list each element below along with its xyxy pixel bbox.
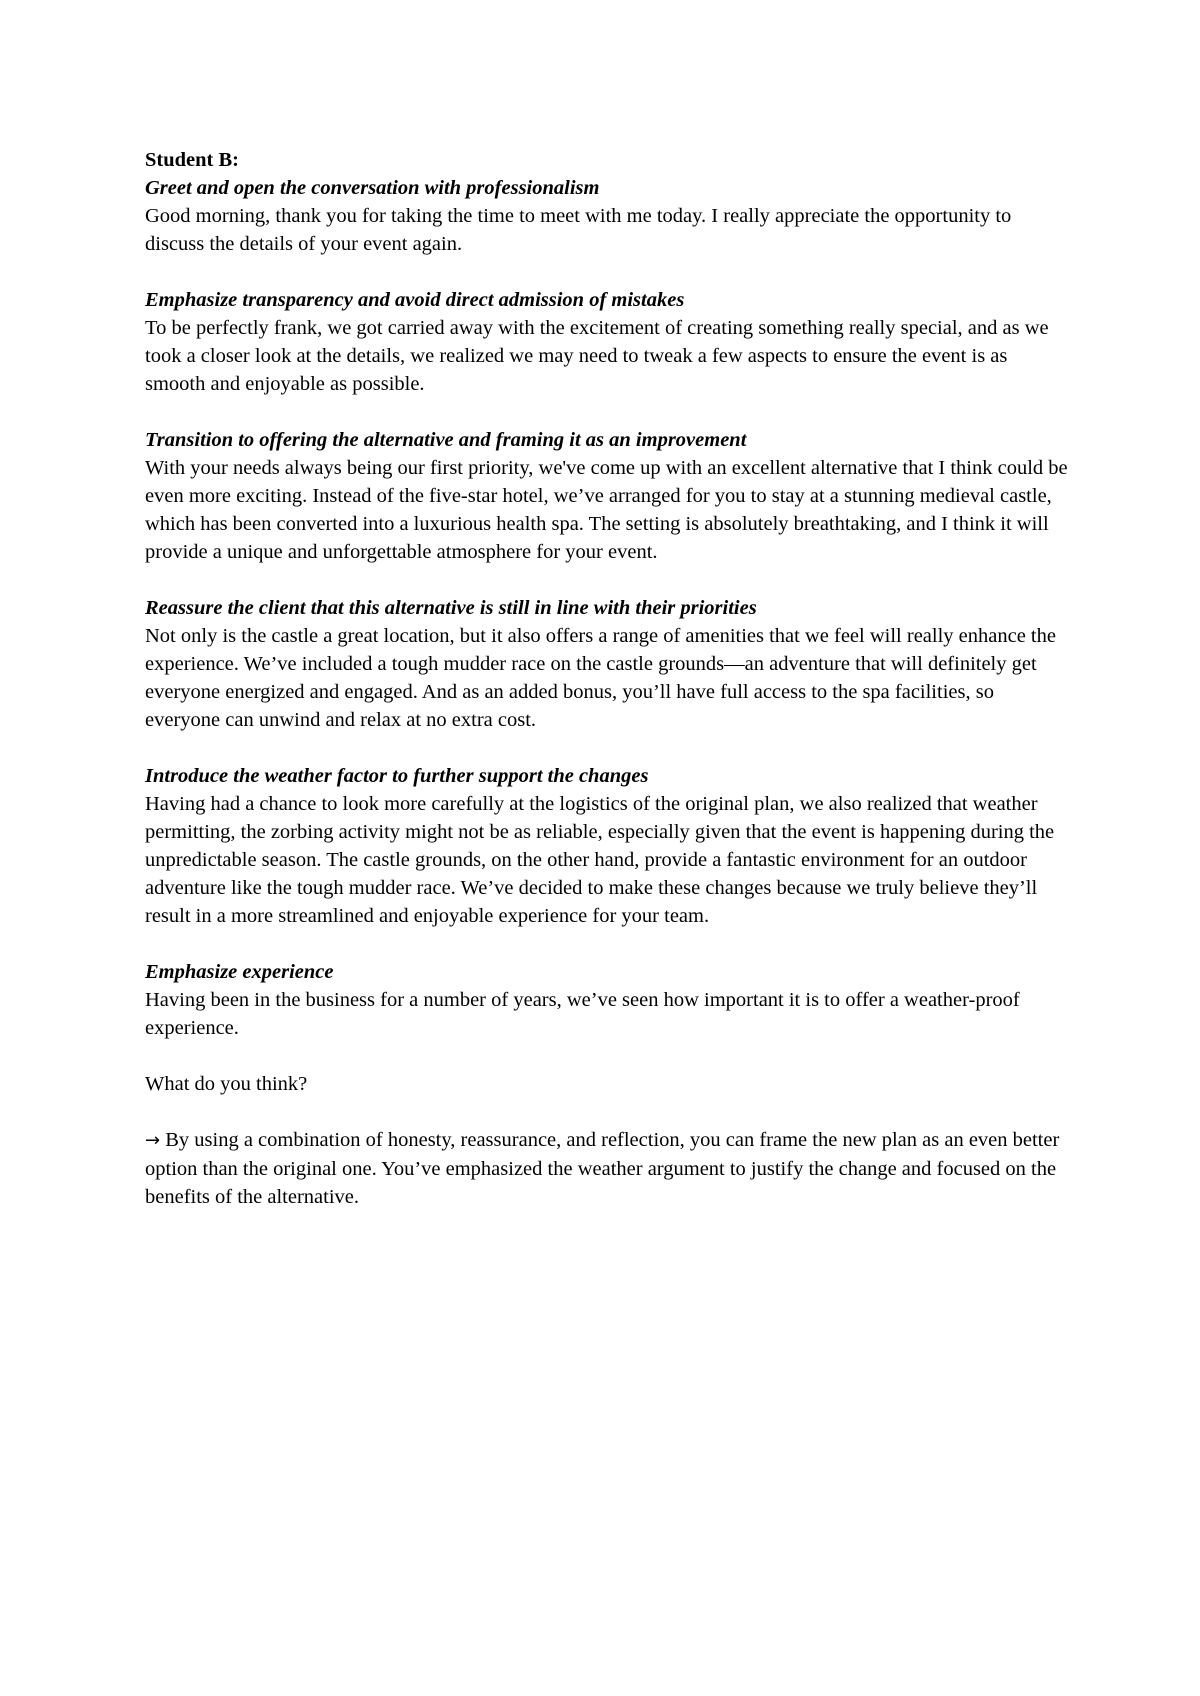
- section-title: Introduce the weather factor to further support the changes: [145, 765, 649, 787]
- section-greet: [145, 174, 1070, 258]
- section-transparency: [145, 286, 1070, 398]
- section-body: Having been in the business for a number of years, we’ve seen how important it is to offer a weather-proof experience.: [145, 989, 1020, 1039]
- section-title: Reassure the client that this alternative is still in line with their priorities: [145, 597, 757, 619]
- conclusion-text: By using a combination of honesty, reassurance, and reflection, you can frame the new plan as an even better option than the original one. You’ve emphasized the weather argument to justify the change and focused on the benefits of the alternative.: [145, 1129, 1060, 1208]
- section-body: Having had a chance to look more carefully at the logistics of the original plan, we also realized that weather permitting, the zorbing activity might not be as reliable, especially given that the event is happening during the unpredictable season. The castle grounds, on the other hand, provide a fantastic environment for an outdoor adventure like the tough mudder race. We’ve decided to make these changes because we truly believe they’ll result in a more streamlined and enjoyable experience for your team.: [145, 793, 1055, 927]
- section-body: Not only is the castle a great location, but it also offers a range of amenities that we feel will really enhance the experience. We’ve included a tough mudder race on the castle grounds—an adventure that will definitely get everyone energized and engaged. And as an added bonus, you’ll have full access to the spa facilities, so everyone can unwind and relax at no extra cost.: [145, 625, 1056, 731]
- section-title: Emphasize transparency and avoid direct admission of mistakes: [145, 289, 685, 311]
- section-title: Greet and open the conversation with professionalism: [145, 177, 600, 199]
- section-title: Transition to offering the alternative and framing it as an improvement: [145, 429, 747, 451]
- section-reassure: [145, 594, 1070, 734]
- section-experience: [145, 958, 1070, 1042]
- conclusion-paragraph: [145, 1126, 1070, 1211]
- closing-question: What do you think?: [145, 1073, 308, 1095]
- section-title: Emphasize experience: [145, 961, 334, 983]
- section-body: To be perfectly frank, we got carried away with the excitement of creating something really special, and as we took a closer look at the details, we realized we may need to tweak a few aspects to ensure the event is as smooth and enjoyable as possible.: [145, 317, 1049, 395]
- document-content: [145, 146, 1070, 1211]
- document-heading: Student B:: [145, 149, 239, 171]
- section-body: With your needs always being our first priority, we've come up with an excellent alternative that I think could be even more exciting. Instead of the five-star hotel, we’ve arranged for you to stay at a stunning medieval castle, which has been converted into a luxurious health spa. The setting is absolutely breathtaking, and I think it will provide a unique and unforgettable atmosphere for your event.: [145, 457, 1068, 563]
- section-body: Good morning, thank you for taking the time to meet with me today. I really appreciate the opportunity to discuss the details of your event again.: [145, 205, 1012, 255]
- section-weather: [145, 762, 1070, 930]
- right-arrow-icon: →: [145, 1130, 161, 1151]
- section-alternative: [145, 426, 1070, 566]
